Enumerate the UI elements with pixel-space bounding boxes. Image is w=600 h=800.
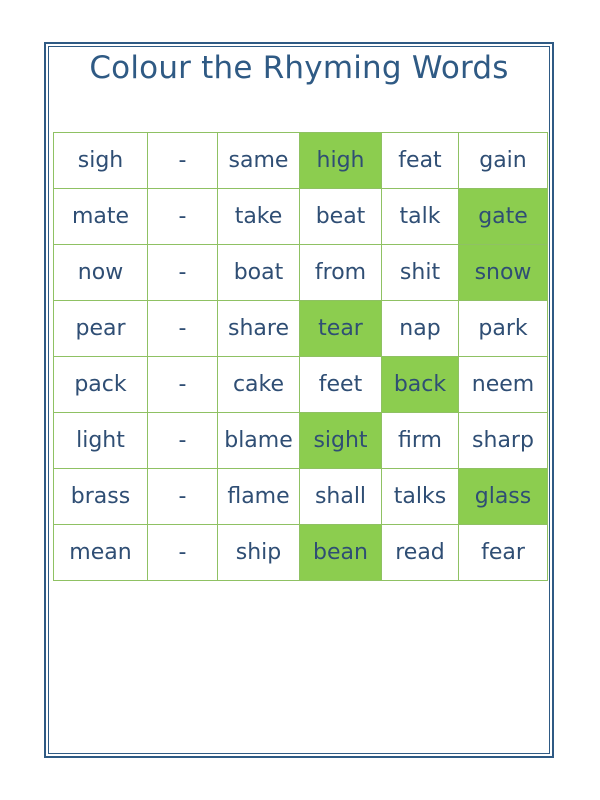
option-word-cell[interactable]: feat <box>382 133 459 189</box>
table-row <box>54 413 548 469</box>
target-word-cell: pack <box>54 357 148 413</box>
option-word-cell[interactable]: sharp <box>459 413 548 469</box>
table-row <box>54 525 548 581</box>
option-word-cell[interactable]: sight <box>300 413 382 469</box>
target-word-cell: mate <box>54 189 148 245</box>
option-word-cell[interactable]: back <box>382 357 459 413</box>
option-word-cell[interactable]: bean <box>300 525 382 581</box>
dash-separator: - <box>148 245 218 301</box>
target-word-cell: pear <box>54 301 148 357</box>
rhyming-words-table <box>53 132 548 581</box>
table-row <box>54 245 548 301</box>
option-word-cell[interactable]: ship <box>218 525 300 581</box>
dash-separator: - <box>148 525 218 581</box>
option-word-cell[interactable]: high <box>300 133 382 189</box>
option-word-cell[interactable]: talks <box>382 469 459 525</box>
option-word-cell[interactable]: from <box>300 245 382 301</box>
option-word-cell[interactable]: boat <box>218 245 300 301</box>
dash-separator: - <box>148 357 218 413</box>
table-row <box>54 469 548 525</box>
dash-separator: - <box>148 301 218 357</box>
target-word-cell: now <box>54 245 148 301</box>
option-word-cell[interactable]: snow <box>459 245 548 301</box>
dash-separator: - <box>148 189 218 245</box>
option-word-cell[interactable]: gain <box>459 133 548 189</box>
option-word-cell[interactable]: feet <box>300 357 382 413</box>
target-word-cell: mean <box>54 525 148 581</box>
option-word-cell[interactable]: read <box>382 525 459 581</box>
option-word-cell[interactable]: nap <box>382 301 459 357</box>
option-word-cell[interactable]: take <box>218 189 300 245</box>
target-word-cell: sigh <box>54 133 148 189</box>
option-word-cell[interactable]: talk <box>382 189 459 245</box>
table-row <box>54 357 548 413</box>
option-word-cell[interactable]: cake <box>218 357 300 413</box>
option-word-cell[interactable]: firm <box>382 413 459 469</box>
dash-separator: - <box>148 133 218 189</box>
option-word-cell[interactable]: fear <box>459 525 548 581</box>
table-row <box>54 189 548 245</box>
target-word-cell: brass <box>54 469 148 525</box>
dash-separator: - <box>148 413 218 469</box>
option-word-cell[interactable]: glass <box>459 469 548 525</box>
target-word-cell: light <box>54 413 148 469</box>
option-word-cell[interactable]: shall <box>300 469 382 525</box>
option-word-cell[interactable]: beat <box>300 189 382 245</box>
option-word-cell[interactable]: tear <box>300 301 382 357</box>
table-row <box>54 133 548 189</box>
option-word-cell[interactable]: neem <box>459 357 548 413</box>
option-word-cell[interactable]: shit <box>382 245 459 301</box>
option-word-cell[interactable]: park <box>459 301 548 357</box>
option-word-cell[interactable]: blame <box>218 413 300 469</box>
option-word-cell[interactable]: flame <box>218 469 300 525</box>
dash-separator: - <box>148 469 218 525</box>
page-title: Colour the Rhyming Words <box>89 50 509 86</box>
option-word-cell[interactable]: share <box>218 301 300 357</box>
option-word-cell[interactable]: gate <box>459 189 548 245</box>
table-row <box>54 301 548 357</box>
option-word-cell[interactable]: same <box>218 133 300 189</box>
